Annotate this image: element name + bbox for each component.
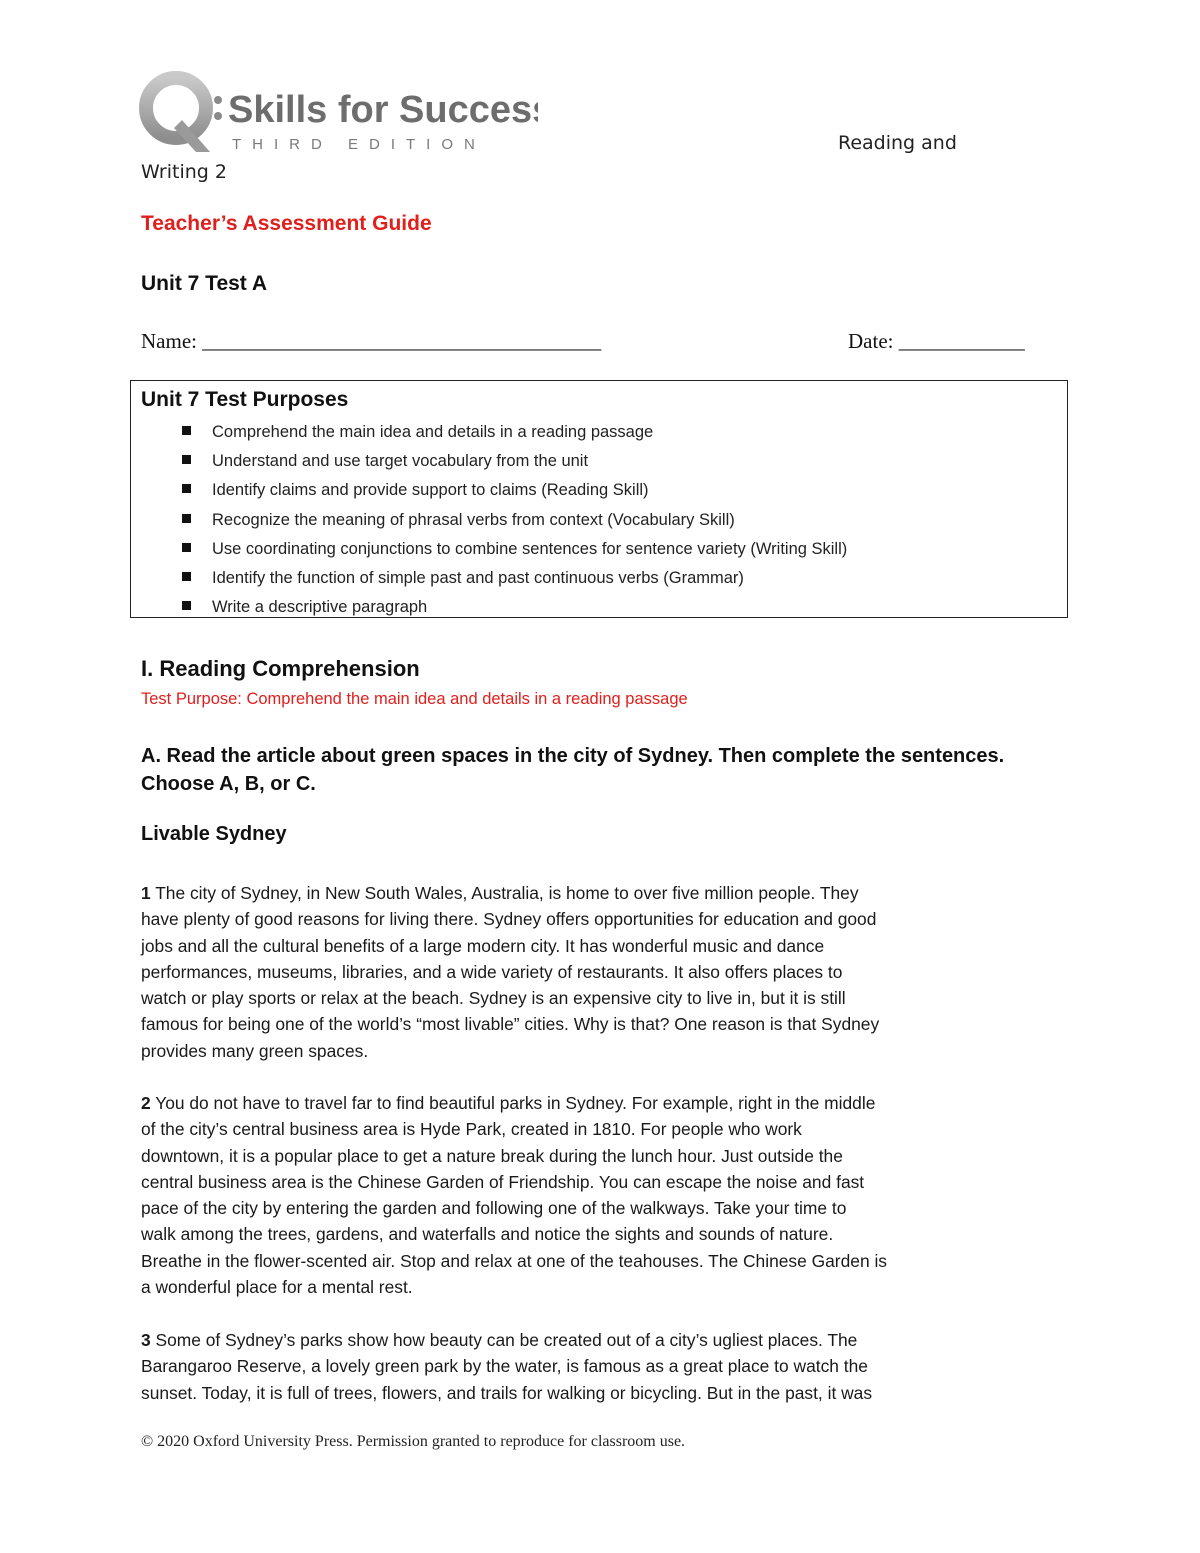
list-item: Identify the function of simple past and past continuous verbs (Grammar) <box>131 567 847 596</box>
test-purposes-list <box>131 421 847 625</box>
instruction-line: Choose A, B, or C. <box>141 773 316 795</box>
list-item: Comprehend the main idea and details in a reading passage <box>131 421 847 450</box>
article-paragraph-1: 1 The city of Sydney, in New South Wales, Australia, is home to over five million people. They have plenty of good reasons for living there. Sydney offers opportunities for education and good jobs and all the cultural benefits of a large modern city. It has wonderful music and dance performances, museums, libraries, and a wide variety of restaurants. It also offers places to watch or play sports or relax at the beach. Sydney is an expensive city to live in, but it is still famous for being one of the world’s “most livable” cities. Why is that? One reason is that Sydney provides many green spaces. <box>141 883 880 1061</box>
name-field[interactable] <box>141 329 601 354</box>
level-label-right: Reading and <box>838 132 957 154</box>
bullet-icon <box>182 601 191 610</box>
date-label: Date: <box>848 329 899 353</box>
section-title: I. Reading Comprehension <box>141 656 420 681</box>
date-field[interactable] <box>848 329 1025 354</box>
test-purposes-title: Unit 7 Test Purposes <box>141 388 349 411</box>
article-title: Livable Sydney <box>141 823 287 845</box>
list-item: Use coordinating conjunctions to combine sentences for sentence variety (Writing Skill) <box>131 538 847 567</box>
list-item: Write a descriptive paragraph <box>131 596 847 625</box>
guide-title: Teacher’s Assessment Guide <box>141 212 432 235</box>
instructions <box>141 742 1051 798</box>
level-label-left: Writing 2 <box>141 161 227 183</box>
bullet-icon <box>182 426 191 435</box>
paragraph-number: 2 <box>141 1093 151 1113</box>
test-purposes-box <box>130 380 1068 618</box>
paragraph-number: 1 <box>141 883 151 903</box>
name-line[interactable]: ______________________________________ <box>202 329 602 353</box>
list-item: Understand and use target vocabulary from the unit <box>131 450 847 479</box>
bullet-icon <box>182 455 191 464</box>
bullet-icon <box>182 572 191 581</box>
name-label: Name: <box>141 329 203 353</box>
logo-edition: THIRD EDITION <box>232 136 486 153</box>
section-purpose: Test Purpose: Comprehend the main idea and details in a reading passage <box>141 690 688 708</box>
logo-title: Skills for Success <box>228 89 538 131</box>
copyright-footer: © 2020 Oxford University Press. Permission granted to reproduce for classroom use. <box>141 1433 686 1450</box>
bullet-icon <box>182 484 191 493</box>
unit-test-title: Unit 7 Test A <box>141 272 268 295</box>
paragraph-number: 3 <box>141 1330 151 1350</box>
q-logo-mark-icon <box>138 70 538 160</box>
bullet-icon <box>182 514 191 523</box>
date-line[interactable]: ____________ <box>898 329 1025 353</box>
article-paragraph-2: 2 You do not have to travel far to find beautiful parks in Sydney. For example, right in the middle of the city’s central business area is Hyde Park, created in 1810. For people who work downtown, it is a popular place to get a nature break during the lunch hour. Just outside the central business area is the Chinese Garden of Friendship. You can escape the noise and fast pace of the city by entering the garden and following one of the walkways. Take your time to walk among the trees, gardens, and waterfalls and notice the sights and sounds of nature. Breathe in the flower-scented air. Stop and relax at one of the teahouses. The Chinese Garden is a wonderful place for a mental rest. <box>141 1093 888 1298</box>
article-paragraph-3: 3 Some of Sydney’s parks show how beauty can be created out of a city’s ugliest places. The Barangaroo Reserve, a lovely green park by the water, is famous as a great place to watch the sunset. Today, it is full of trees, flowers, and trails for walking or bicycling. But in the past, it was <box>141 1330 873 1403</box>
list-item: Identify claims and provide support to claims (Reading Skill) <box>131 479 847 508</box>
list-item: Recognize the meaning of phrasal verbs from context (Vocabulary Skill) <box>131 509 847 538</box>
q-skills-logo <box>138 70 538 160</box>
instruction-line: A. Read the article about green spaces in the city of Sydney. Then complete the sentences. <box>141 745 1005 767</box>
bullet-icon <box>182 543 191 552</box>
